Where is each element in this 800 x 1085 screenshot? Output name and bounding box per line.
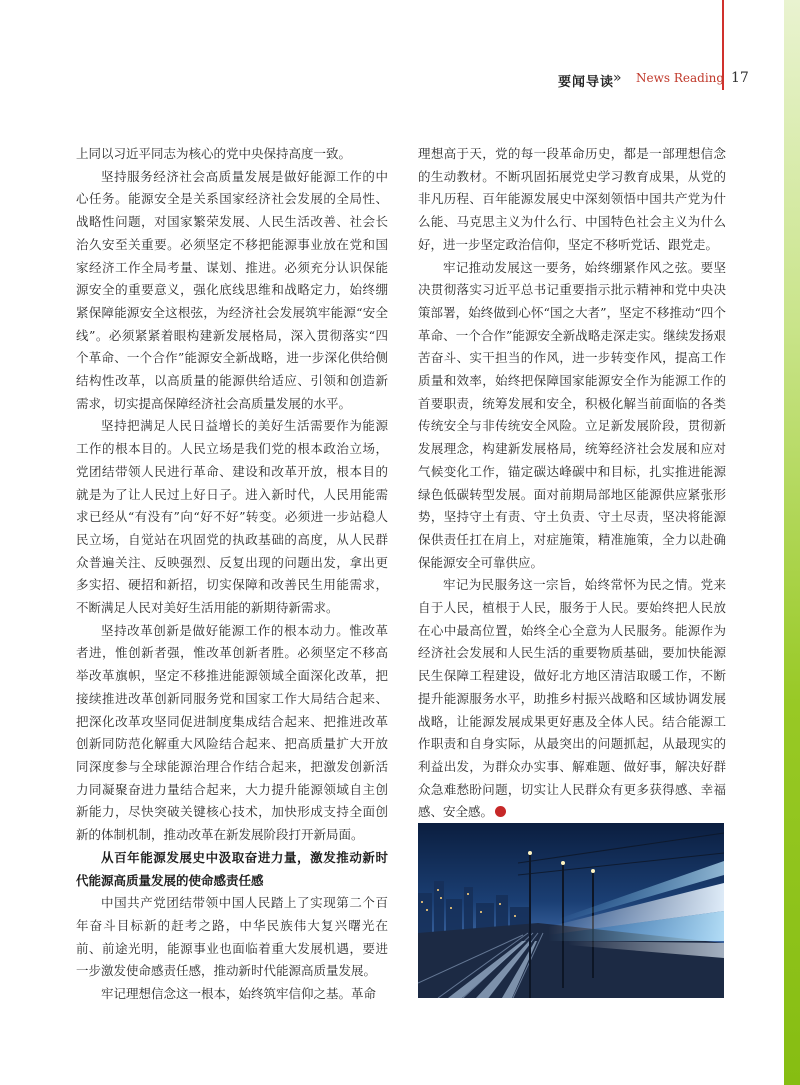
end-of-article-icon xyxy=(495,806,506,817)
right-column-body xyxy=(418,143,726,824)
body-paragraph: 牢记理想信念这一根本，始终筑牢信仰之基。革命 xyxy=(101,986,377,1002)
railway-night-illustration xyxy=(418,823,724,998)
body-paragraph: 牢记为民服务这一宗旨，始终常怀为民之情。党来自于人民，植根于人民，服务于人民。要始终把人民放在心中最高位置，始终全心全意为人民服务。能源作为经济社会发展和人民生活的重要物质基础，要加快能源民生保障工程建设，做好北方地区清洁取暖工作，不断提升能源服务水平，助推乡村振兴战略和区域协调发展战略，让能源发展成果更好惠及全体人民。结合能源工作职责和自身实际，从最突出的问题抓起，从最现实的利益出发，为群众办实事、解难题、做好事，解决好群众急难愁盼问题，切实让人民群众有更多获得感、幸福感、安全感。 xyxy=(418,577,726,820)
section-title: 要闻导读 xyxy=(558,75,615,90)
article-photo-railway-night xyxy=(418,823,724,998)
left-text-column xyxy=(76,143,388,1006)
section-subheading: 从百年能源发展史中汲取奋进力量，激发推动新时代能源高质量发展的使命感责任感 xyxy=(76,849,388,888)
body-paragraph: 坚持改革创新是做好能源工作的根本动力。惟改革者进，惟创新者强，惟改革创新者胜。必须坚定不移高举改革旗帜，坚定不移推进能源领域全面深化改革，把接续推进改革创新同服务党和国家工作大局结合起来、把深化改革攻坚同促进制度集成结合起来、把推进改革创新同防范化解重大风险结合起来、把高质量扩大开放同深度参与全球能源治理合作结合起来，把激发创新活力同凝聚奋进力量结合起来，大力提升能源领域自主创新能力，尽快突破关键核心技术，加快形成支持全面创新的体制机制，推动改革在新发展阶段打开新局面。 xyxy=(76,622,388,843)
right-text-column xyxy=(418,143,726,842)
body-paragraph: 中国共产党团结带领中国人民踏上了实现第二个百年奋斗目标新的赶考之路，中华民族伟大复兴曙光在前、前途光明，能源事业也面临着重大发展机遇，要进一步激发使命感责任感，推动新时代能源高质量发展。 xyxy=(76,895,388,979)
body-paragraph: 坚持把满足人民日益增长的美好生活需要作为能源工作的根本目的。人民立场是我们党的根本政治立场，党团结带领人民进行革命、建设和改革开放，根本目的就是为了让人民过上好日子。进入新时代，人民用能需求已经从“有没有”向“好不好”转变。必须进一步站稳人民立场，自觉站在巩固党的执政基础的高度，从人民群众普遍关注、反映强烈、反复出现的问题出发，拿出更多实招、硬招和新招，切实保障和改善民生用能需求，不断满足人民对美好生活用能的新期待新需求。 xyxy=(76,418,388,616)
running-header xyxy=(520,69,790,93)
body-paragraph: 理想高于天，党的每一段革命历史，都是一部理想信念的生动教材。不断巩固拓展党史学习教育成果，从党的非凡历程、百年能源发展史中深刻领悟中国共产党为什么能、马克思主义为什么行、中国特色社会主义为什么好，进一步坚定政治信仰，坚定不移听党话、跟党走。 xyxy=(418,146,726,252)
train-light-trails xyxy=(548,861,724,958)
section-title-en: News Reading xyxy=(636,71,725,85)
page-edge-color-bar xyxy=(784,0,800,1085)
body-paragraph: 上同以习近平同志为核心的党中央保持高度一致。 xyxy=(76,146,352,161)
body-paragraph: 坚持服务经济社会高质量发展是做好能源工作的中心任务。能源安全是关系国家经济社会发展的全局性、战略性问题，对国家繁荣发展、人民生活改善、社会长治久安至关重要。必须坚定不移把能源事业放在党和国家经济工作全局考量、谋划、推进。必须充分认识保能源安全的重要意义，强化底线思维和战略定力，始终绷紧保障能源安全这根弦，为经济社会发展筑牢能源“安全线”。必须紧紧着眼构建新发展格局，深入贯彻落实“四个革命、一个合作”能源安全新战略，进一步深化供给侧结构性改革，以高质量的能源供给适应、引领和创造新需求，切实提高保障经济社会高质量发展的水平。 xyxy=(76,168,388,411)
body-paragraph: 牢记推动发展这一要务，始终绷紧作风之弦。要坚决贯彻落实习近平总书记重要指示批示精神和党中央决策部署，始终做到心怀“国之大者”，坚定不移推动“四个革命、一个合作”能源安全新战略走深走实。继续发扬艰苦奋斗、实干担当的作风，进一步转变作风，提高工作质量和效率，始终把保障国家能源安全作为能源工作的首要职责，统筹发展和安全，积极化解当前面临的各类传统安全与非传统安全风险。立足新发展阶段，贯彻新发展理念，构建新发展格局，统筹经济社会发展和应对气候变化工作，锚定碳达峰碳中和目标，扎实推进能源绿色低碳转型发展。面对前期局部地区能源供应紧张形势，坚持守土有责、守土负责、守土尽责，坚决将能源保供责任扛在肩上，对症施策，精准施策，全力以赴确保能源安全可靠供应。 xyxy=(418,259,726,570)
chevron-icon: » xyxy=(613,70,622,86)
page-number: 17 xyxy=(731,70,749,86)
